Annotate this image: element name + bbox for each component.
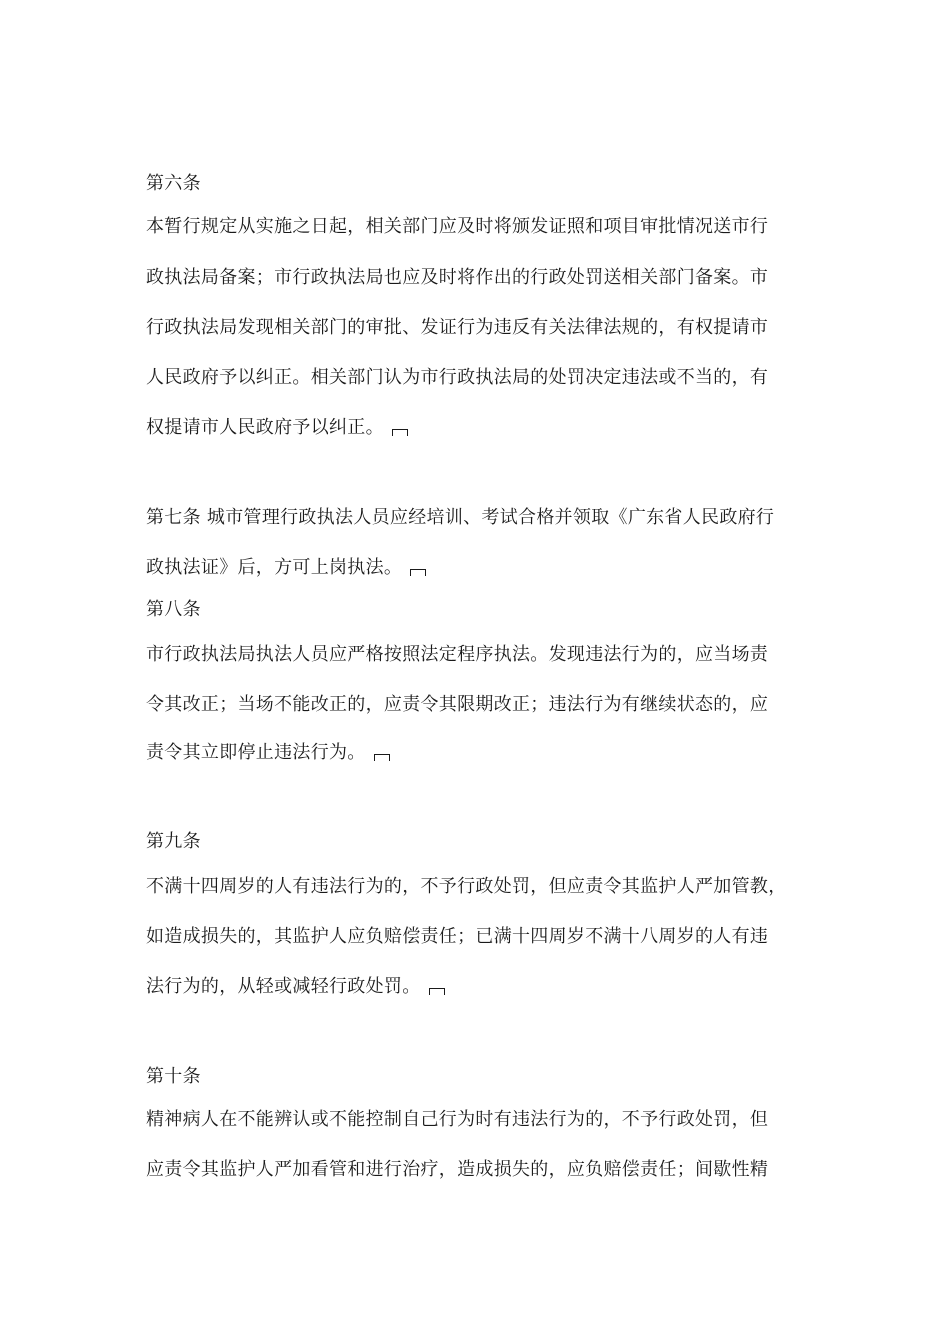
article-7-line-2-wrap: [146, 556, 426, 580]
article-9-line-2: 如造成损失的，其监护人应负赔偿责任；已满十四周岁不满十八周岁的人有违: [146, 926, 769, 947]
article-8-line-1: 市行政执法局执法人员应严格按照法定程序执法。发现违法行为的，应当场责: [146, 644, 769, 665]
article-7-line-2: 政执法证》后，方可上岗执法。: [146, 557, 403, 578]
article-9-line-3-wrap: [146, 975, 445, 999]
article-6-line-4: 人民政府予以纠正。相关部门认为市行政执法局的处罚决定违法或不当的，有: [146, 367, 769, 388]
article-9-line-1: 不满十四周岁的人有违法行为的，不予行政处罚，但应责令其监护人严加管教，: [146, 876, 787, 897]
article-9-line-3: 法行为的，从轻或减轻行政处罚。: [146, 976, 421, 997]
article-8-line-3: 责令其立即停止违法行为。: [146, 742, 366, 763]
article-6-heading: 第六条: [146, 173, 201, 194]
paragraph-mark-icon: [410, 567, 426, 577]
article-10-line-1: 精神病人在不能辨认或不能控制自己行为时有违法行为的，不予行政处罚，但: [146, 1109, 769, 1130]
article-9-heading: 第九条: [146, 831, 201, 852]
article-8-line-2: 令其改正；当场不能改正的，应责令其限期改正；违法行为有继续状态的，应: [146, 694, 769, 715]
article-10-line-2: 应责令其监护人严加看管和进行治疗，造成损失的，应负赔偿责任；间歇性精: [146, 1159, 769, 1180]
article-6-line-5-wrap: [146, 416, 408, 440]
paragraph-mark-icon: [429, 986, 445, 996]
article-6-line-2: 政执法局备案；市行政执法局也应及时将作出的行政处罚送相关部门备案。市: [146, 267, 769, 288]
paragraph-mark-icon: [374, 752, 390, 762]
article-7-line-1: 第七条 城市管理行政执法人员应经培训、考试合格并领取《广东省人民政府行: [146, 507, 775, 528]
article-6-line-5: 权提请市人民政府予以纠正。: [146, 417, 384, 438]
article-8-line-3-wrap: [146, 741, 390, 765]
article-6-line-1: 本暂行规定从实施之日起，相关部门应及时将颁发证照和项目审批情况送市行: [146, 216, 769, 237]
article-6-line-3: 行政执法局发现相关部门的审批、发证行为违反有关法律法规的，有权提请市: [146, 317, 769, 338]
paragraph-mark-icon: [392, 427, 408, 437]
article-10-heading: 第十条: [146, 1066, 201, 1087]
article-8-heading: 第八条: [146, 599, 201, 620]
